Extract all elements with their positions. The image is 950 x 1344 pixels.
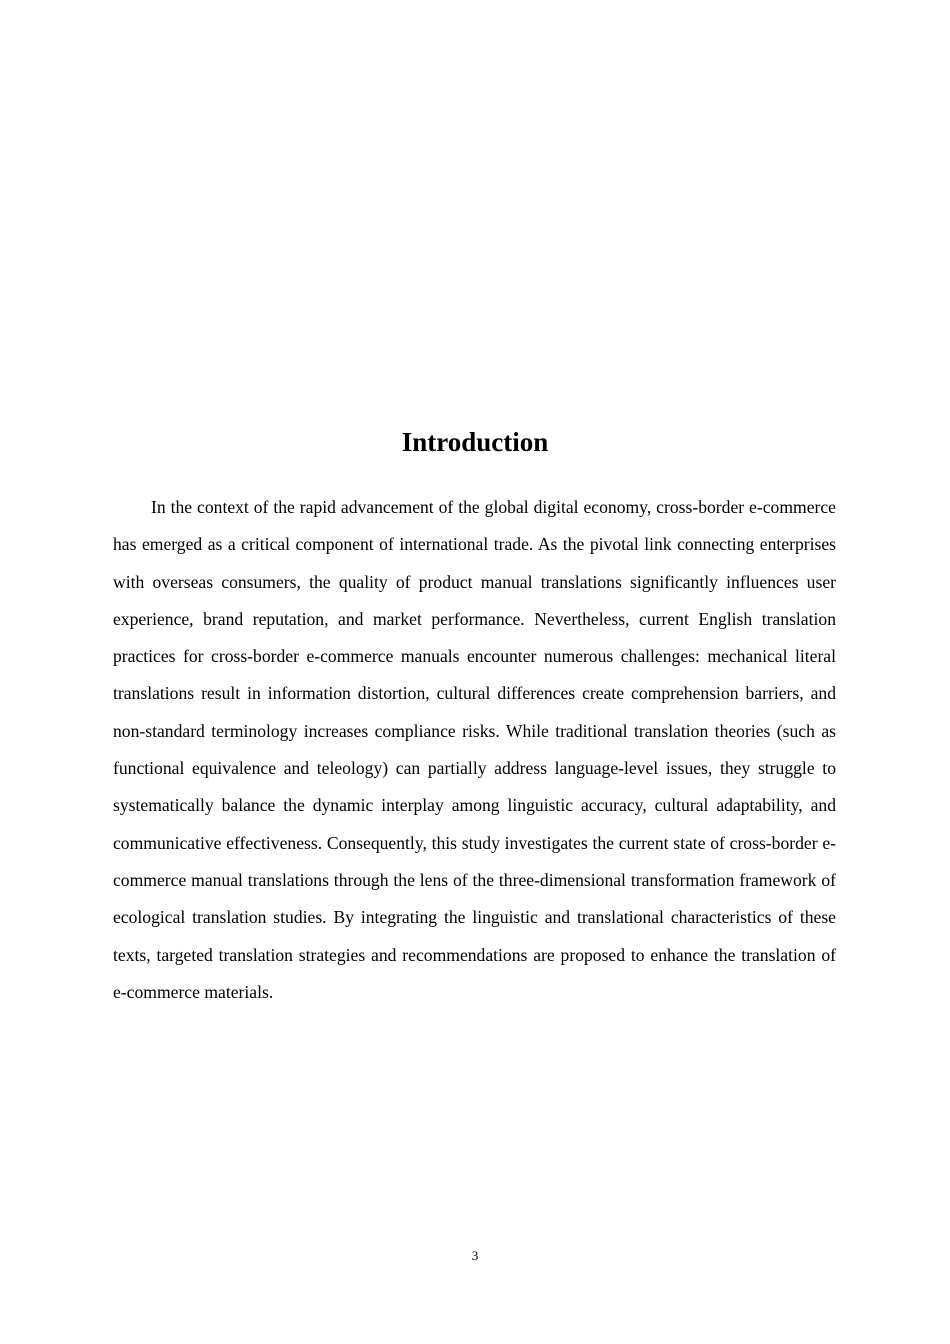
introduction-paragraph: In the context of the rapid advancement of the global digital economy, cross-border e-commerce has emerged as a critical component of international trade. As the pivotal link connecting enterprises with overseas consumers, the quality of product manual translations significantly influences user experience, brand reputation, and market performance. Nevertheless, current English translation practices for cross-border e-commerce manuals encounter numerous challenges: mechanical literal translations result in information distortion, cultural differences create comprehension barriers, and non-standard terminology increases compliance risks. While traditional translation theories (such as functional equivalence and teleology) can partially address language-level issues, they struggle to systematically balance the dynamic interplay among linguistic accuracy, cultural adaptability, and communicative effectiveness. Consequently, this study investigates the current state of cross-border e-commerce manual translations through the lens of the three-dimensional transformation framework of ecological translation studies. By integrating the linguistic and translational characteristics of these texts, targeted translation strategies and recommendations are proposed to enhance the translation of e-commerce materials. [113, 497, 836, 1002]
page-number: 3 [471, 1248, 479, 1263]
section-heading: Introduction [401, 427, 549, 457]
